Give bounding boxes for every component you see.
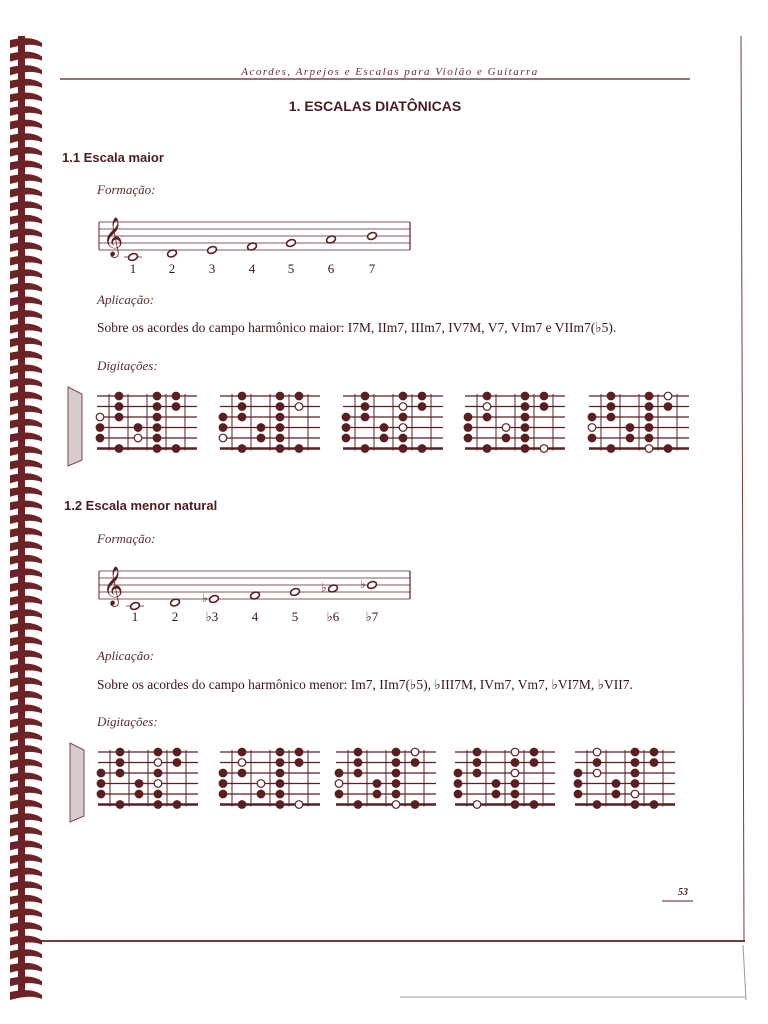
- fret-dot: [392, 748, 400, 756]
- fret-dot: [153, 392, 161, 400]
- fret-dot: [134, 434, 142, 442]
- music-staff: [99, 217, 410, 262]
- fret-dot: [645, 392, 653, 400]
- fret-dot: [361, 413, 369, 421]
- fret-dot: [153, 445, 161, 453]
- fret-dot: [295, 801, 303, 809]
- fret-dot: [134, 424, 142, 432]
- fret-dot: [588, 424, 596, 432]
- fret-dot: [116, 748, 124, 756]
- fret-dot: [411, 748, 419, 756]
- section-title-natural-minor: 1.2 Escala menor natural: [64, 498, 218, 513]
- fret-dot: [631, 769, 639, 777]
- fret-dot: [631, 801, 639, 809]
- fret-dot: [219, 769, 227, 777]
- fret-dot: [153, 424, 161, 432]
- fret-dot: [115, 445, 123, 453]
- fret-dot: [257, 780, 265, 788]
- flat-sign: ♭: [202, 591, 208, 605]
- fret-dot: [172, 445, 180, 453]
- fret-dot: [153, 403, 161, 411]
- fret-dot: [574, 769, 582, 777]
- fret-dot: [154, 748, 162, 756]
- fret-dot: [645, 434, 653, 442]
- fret-dot: [540, 403, 548, 411]
- fret-dot: [454, 769, 462, 777]
- fret-dot: [492, 790, 500, 798]
- fret-dot: [173, 748, 181, 756]
- fret-dot: [399, 403, 407, 411]
- fret-dot: [380, 434, 388, 442]
- fret-dot: [521, 424, 529, 432]
- fret-dot: [511, 780, 519, 788]
- fret-dot: [373, 790, 381, 798]
- fret-dot: [593, 801, 601, 809]
- fret-dot: [354, 748, 362, 756]
- fret-dot: [418, 403, 426, 411]
- fret-dot: [418, 445, 426, 453]
- degree-label: ♭6: [326, 609, 340, 624]
- fret-dot: [511, 801, 519, 809]
- fret-dot: [399, 413, 407, 421]
- fret-dot: [664, 392, 672, 400]
- fret-dot: [664, 445, 672, 453]
- fret-dot: [295, 403, 303, 411]
- degree-label: 1: [129, 261, 137, 276]
- chapter-title: 1. ESCALAS DIATÔNICAS: [288, 98, 462, 114]
- fret-dot: [238, 413, 246, 421]
- fret-dot: [521, 392, 529, 400]
- whole-note: [207, 245, 218, 254]
- fret-dot: [238, 769, 246, 777]
- degree-label: 4: [251, 609, 259, 624]
- fret-dot: [354, 801, 362, 809]
- fret-dot: [392, 780, 400, 788]
- page-right-edge: [741, 36, 744, 940]
- fret-dot: [135, 790, 143, 798]
- running-header: Acordes, Arpejos e Escalas para Violão e Guitarra: [241, 66, 539, 78]
- fret-dot: [521, 403, 529, 411]
- fret-dot: [650, 759, 658, 767]
- fretboard-diagram: [574, 748, 675, 808]
- fret-dot: [276, 392, 284, 400]
- fret-dot: [153, 413, 161, 421]
- fret-dot: [154, 780, 162, 788]
- fret-dot: [173, 801, 181, 809]
- flat-sign: ♭: [321, 580, 327, 595]
- fret-dot: [154, 759, 162, 767]
- fingerings-label-major: Digitações:: [97, 358, 158, 373]
- fret-dot: [521, 445, 529, 453]
- fret-dot: [96, 424, 104, 432]
- formation-label-major: Formação:: [97, 182, 156, 197]
- fret-dot: [511, 759, 519, 767]
- fret-dot: [540, 445, 548, 453]
- fret-dot: [631, 790, 639, 798]
- fret-dot: [154, 790, 162, 798]
- fret-dot: [645, 413, 653, 421]
- fret-dot: [607, 413, 615, 421]
- flat-sign: ♭: [360, 577, 366, 591]
- fret-dot: [276, 413, 284, 421]
- fret-dot: [115, 403, 123, 411]
- fret-dot: [645, 445, 653, 453]
- treble-clef: 𝄞: [103, 217, 124, 257]
- fret-dot: [276, 424, 284, 432]
- fret-dot: [116, 769, 124, 777]
- fret-dot: [97, 780, 105, 788]
- fret-dot: [153, 434, 161, 442]
- fret-dot: [631, 748, 639, 756]
- fret-dot: [392, 769, 400, 777]
- fret-dot: [612, 780, 620, 788]
- fret-dot: [399, 424, 407, 432]
- fret-dot: [154, 801, 162, 809]
- fret-dot: [530, 759, 538, 767]
- fret-dot: [650, 748, 658, 756]
- fret-dot: [483, 403, 491, 411]
- fretboard-diagram: [454, 748, 555, 808]
- fret-dot: [238, 759, 246, 767]
- section-title-major: 1.1 Escala maior: [62, 150, 164, 165]
- fret-dot: [238, 801, 246, 809]
- fret-dot: [521, 413, 529, 421]
- fret-dot: [521, 434, 529, 442]
- fret-dot: [574, 790, 582, 798]
- fret-dot: [631, 759, 639, 767]
- fret-dot: [276, 434, 284, 442]
- fret-dot: [257, 434, 265, 442]
- fret-dot: [342, 424, 350, 432]
- fret-dot: [464, 434, 472, 442]
- fret-dot: [612, 790, 620, 798]
- fret-dot: [373, 780, 381, 788]
- fret-dot: [96, 413, 104, 421]
- fret-dot: [530, 801, 538, 809]
- fret-dot: [276, 769, 284, 777]
- fret-dot: [335, 769, 343, 777]
- fret-dot: [361, 403, 369, 411]
- fret-dot: [650, 801, 658, 809]
- whole-note: [290, 587, 301, 596]
- fret-dot: [380, 424, 388, 432]
- fret-dot: [342, 413, 350, 421]
- fretboard-diagram: [342, 392, 443, 452]
- degree-label: 3: [208, 261, 216, 276]
- application-text-minor: Sobre os acordes do campo harmônico menor: Im7, IIm7(♭5), ♭III7M, IVm7, Vm7, ♭VI7M, ♭VII7.: [97, 677, 633, 692]
- fret-dot: [502, 424, 510, 432]
- fret-dot: [276, 759, 284, 767]
- fret-dot: [219, 790, 227, 798]
- fret-dot: [295, 759, 303, 767]
- fretboard-diagram: [588, 392, 689, 452]
- fret-dot: [473, 801, 481, 809]
- fret-dot: [631, 780, 639, 788]
- fret-dot: [97, 790, 105, 798]
- fingerings-label-minor: Digitações:: [97, 714, 158, 729]
- fret-dot: [411, 801, 419, 809]
- degree-label: 2: [168, 261, 176, 276]
- degree-label: ♭3: [205, 609, 219, 624]
- fret-dot: [173, 759, 181, 767]
- degree-label: 5: [287, 261, 295, 276]
- formation-label-minor: Formação:: [97, 531, 156, 546]
- fret-dot: [392, 790, 400, 798]
- application-text-major: Sobre os acordes do campo harmônico maior: I7M, IIm7, IIIm7, IV7M, V7, VIm7 e VIIm7(♭5).: [97, 320, 617, 335]
- fret-dot: [574, 780, 582, 788]
- fret-dot: [172, 392, 180, 400]
- fret-dot: [645, 424, 653, 432]
- fret-dot: [511, 748, 519, 756]
- fret-dot: [540, 392, 548, 400]
- fret-dot: [473, 769, 481, 777]
- fret-dot: [588, 434, 596, 442]
- fret-dot: [626, 434, 634, 442]
- page-tab-marker-2: [70, 743, 84, 822]
- fret-dot: [530, 748, 538, 756]
- fret-dot: [511, 790, 519, 798]
- fret-dot: [219, 780, 227, 788]
- page-tab-marker-1: [68, 387, 82, 466]
- fret-dot: [219, 434, 227, 442]
- fret-dot: [483, 413, 491, 421]
- fret-dot: [295, 392, 303, 400]
- fret-dot: [238, 445, 246, 453]
- fret-dot: [97, 769, 105, 777]
- fret-dot: [135, 780, 143, 788]
- application-label-minor: Aplicação:: [97, 648, 155, 663]
- fret-dot: [276, 801, 284, 809]
- fretboard-diagram: [464, 392, 565, 452]
- fret-dot: [664, 403, 672, 411]
- fret-dot: [361, 392, 369, 400]
- fret-dot: [335, 780, 343, 788]
- fret-dot: [154, 769, 162, 777]
- degree-label: 2: [171, 609, 179, 624]
- fret-dot: [238, 392, 246, 400]
- fret-dot: [116, 759, 124, 767]
- fret-dot: [645, 403, 653, 411]
- fretboard-diagram: [96, 392, 197, 452]
- fret-dot: [392, 759, 400, 767]
- fret-dot: [116, 801, 124, 809]
- sheet-side-line: [743, 945, 746, 1000]
- degree-label: 4: [248, 261, 256, 276]
- fret-dot: [464, 413, 472, 421]
- fret-dot: [473, 748, 481, 756]
- degree-label: 1: [131, 609, 139, 624]
- fret-dot: [335, 790, 343, 798]
- fretboard-diagram: [335, 748, 436, 808]
- fret-dot: [354, 759, 362, 767]
- application-label-major: Aplicação:: [97, 292, 155, 307]
- fret-dot: [219, 413, 227, 421]
- degree-label: 5: [291, 609, 299, 624]
- whole-note: [367, 580, 378, 589]
- fret-dot: [593, 759, 601, 767]
- degree-label: 7: [368, 261, 376, 276]
- fret-dot: [607, 392, 615, 400]
- fret-dot: [418, 392, 426, 400]
- fret-dot: [96, 434, 104, 442]
- fret-dot: [454, 790, 462, 798]
- fret-dot: [492, 780, 500, 788]
- fret-dot: [399, 445, 407, 453]
- fret-dot: [411, 759, 419, 767]
- fret-dot: [593, 748, 601, 756]
- fret-dot: [392, 801, 400, 809]
- fretboard-diagram: [219, 748, 320, 808]
- whole-note: [286, 238, 297, 247]
- fret-dot: [295, 445, 303, 453]
- fret-dot: [295, 748, 303, 756]
- fret-dot: [511, 769, 519, 777]
- fretboard-diagram: [97, 748, 198, 808]
- fretboard-diagram: [219, 392, 320, 452]
- fret-dot: [473, 759, 481, 767]
- music-staff: [99, 566, 410, 611]
- page-number: 53: [678, 887, 688, 898]
- fret-dot: [502, 434, 510, 442]
- fret-dot: [276, 748, 284, 756]
- fret-dot: [483, 392, 491, 400]
- fret-dot: [464, 424, 472, 432]
- fret-dot: [454, 780, 462, 788]
- fret-dot: [626, 424, 634, 432]
- fret-dot: [276, 790, 284, 798]
- fret-dot: [399, 434, 407, 442]
- fret-dot: [257, 790, 265, 798]
- fret-dot: [276, 403, 284, 411]
- fret-dot: [607, 403, 615, 411]
- whole-note: [367, 231, 378, 240]
- degree-label: ♭7: [365, 609, 379, 624]
- fret-dot: [354, 769, 362, 777]
- fret-dot: [607, 445, 615, 453]
- fret-dot: [399, 392, 407, 400]
- degree-label: 6: [327, 261, 335, 276]
- fret-dot: [342, 434, 350, 442]
- fret-dot: [238, 748, 246, 756]
- whole-note: [209, 594, 220, 603]
- fret-dot: [115, 392, 123, 400]
- fret-dot: [483, 445, 491, 453]
- fret-dot: [172, 403, 180, 411]
- fret-dot: [219, 424, 227, 432]
- fret-dot: [588, 413, 596, 421]
- fret-dot: [115, 413, 123, 421]
- fret-dot: [276, 780, 284, 788]
- fret-dot: [276, 445, 284, 453]
- fret-dot: [361, 445, 369, 453]
- treble-clef: 𝄞: [103, 566, 124, 606]
- fret-dot: [257, 424, 265, 432]
- fret-dot: [593, 769, 601, 777]
- fret-dot: [238, 403, 246, 411]
